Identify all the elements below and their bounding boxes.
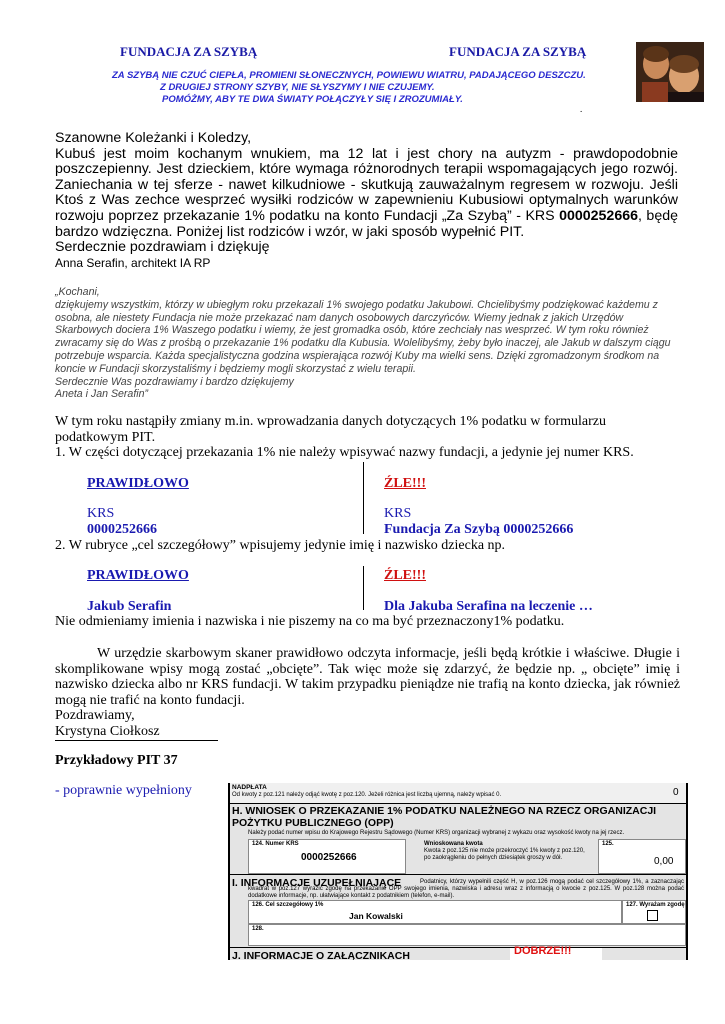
form-section-i-small: Podatnicy, którzy wypełnili część H, w poz.126 mogą podać cel szczegółowy 1%, a zaznaczając kwadrat w poz.127 wyrazić zgodę na przekazanie OPP swojego imienia, nazwiska i adresu wraz z informacją o kwocie z poz.125. W poz.128 można podać dodatkowe informacje, np. ułatwiające kontakt z podatnikiem (telefon, e-mail). <box>248 879 684 899</box>
letter-body-1: Kubuś jest moim kochanym wnukiem, ma 12 lat i jest chory na autyzm - prawdopodobnie poszczepienny. Jest dzieckiem, które wymaga różnorodnych terapii wspomagających jego rozwój. Zaniechania w tej sferze - nawet kilkudniowe - skutkują zauważalnym regresem w rozwoju. Jeśli Ktoś z Was zechce wesprzeć wysiłki rodziców w zapewnieniu Kubusiowi optymalnych warunków rozwoju poprzez przekazanie 1% podatku na konto Fundacji „Za Szybą” - KRS <box>55 145 678 224</box>
form-124-label: 124. Numer KRS <box>252 841 299 847</box>
letter <box>55 131 678 271</box>
quote-body: dziękujemy wszystkim, którzy w ubiegłym roku przekazali 1% swojego podatku Jakubowi. Chcielibyśmy podziękować każdemu z osobna, ale niestety Fundacja nie może przekazać nam danych osobowych darczyńców. Wiemy jednak z jakich Urzędów Skarbowych dociera 1% Waszego podatku i wiemy, że jest gromadka osób, które zechciały nas wesprzeć. W tym roku również zwracamy się do Was z prośbą o przekazanie 1% podatku dla Kubusia. Wolelibyśmy, żeby było inaczej, ale Jakub w dalszym ciągu potrzebuje wsparcia. Każda specjalistyczna godzina wspierająca rozwój Kuby ma wielki sens. Dzięki zgromadzonym środkom na koncie w Fundacji skorzystaliśmy i będziemy mogli skorzystać z wielu terapii. <box>55 298 671 375</box>
form-top-label: NADPŁATA <box>232 784 267 791</box>
form-section-h-title: H. WNIOSEK O PRZEKAZANIE 1% PODATKU NALEŻNEGO NA RZECZ ORGANIZACJI POŻYTKU PUBLICZNEGO (OPP) <box>232 805 657 829</box>
bad1-krs-value: Fundacja Za Szybą 0000252666 <box>384 522 574 537</box>
form-field-126 <box>248 900 622 924</box>
form-amount-small: Kwota z poz.125 nie może przekroczyć 1% kwoty z poz.120, po zaokrągleniu do pełnych dziesiątek groszy w dół. <box>424 848 585 861</box>
instructions-paragraph: W urzędzie skarbowym skaner prawidłowo odczyta informacje, jeśli będą krótkie i właściwe. Długie i skomplikowane wpisy mogą zostać „obcięte”. Tak więc może się zdarzyć, że będzie np. „ obcięte” imię i nazwisko dziecka albo nr KRS fundacji. W takim przypadku pieniądze nie trafią na konto dziecka, jak również mogą nie trafić na konto fundacji. <box>55 646 680 708</box>
letter-body-2: , będę bardzo wdzięczna. Poniżej list rodziców i wzór, w jaki sposób wypełnić PIT. <box>55 207 678 240</box>
bad-label-1: ŹLE!!! <box>384 476 426 491</box>
form-top-value: 0 <box>673 787 679 798</box>
ok2-value: Jakub Serafin <box>87 599 172 614</box>
children-photo <box>636 42 704 102</box>
form-127-checkbox <box>647 910 658 921</box>
quote-salutation: „Kochani, <box>55 286 100 298</box>
form-section-i-title: I. INFORMACJE UZUPEŁNIAJĄCE <box>232 877 402 889</box>
bad2-value: Dla Jakuba Serafina na leczenie … <box>384 599 593 614</box>
letter-greeting: Szanowne Koleżanki i Koledzy, <box>55 130 252 146</box>
example-subtitle: - poprawnie wypełniony <box>55 783 192 798</box>
instructions-point-2: 2. W rubryce „cel szczegółowy” wpisujemy jedynie imię i nazwisko dziecka np. <box>55 538 506 553</box>
form-section-j-title: J. INFORMACJE O ZAŁĄCZNIKACH <box>232 950 410 960</box>
form-125-value: 0,00 <box>654 856 674 867</box>
comparison-divider-2 <box>363 566 364 610</box>
form-field-128 <box>248 924 686 946</box>
form-field-124 <box>248 839 406 874</box>
form-field-125 <box>598 839 686 874</box>
form-124-value: 0000252666 <box>301 852 357 863</box>
form-field-127 <box>622 900 686 924</box>
pit-form-excerpt <box>228 783 688 960</box>
form-126-value: Jan Kowalski <box>349 911 403 921</box>
form-section-h <box>228 804 688 875</box>
form-section-h-small: Należy podać numer wpisu do Krajowego Rejestru Sądowego (Numer KRS) organizacji wybranej z wykazu oraz wysokość kwoty na jej rzecz. <box>248 830 625 836</box>
quote-closing: Serdecznie Was pozdrawiamy i bardzo dziękujemy <box>55 375 294 388</box>
instructions-regards: Pozdrawiamy, <box>55 708 135 723</box>
instructions-point-1: 1. W części dotyczącej przekazania 1% nie należy wpisywać nazwy fundacji, a jedynie jej numer KRS. <box>55 445 634 460</box>
example-title: Przykładowy PIT 37 <box>55 753 178 768</box>
form-section-i <box>228 875 688 948</box>
form-top-row <box>228 783 688 804</box>
form-section-j <box>228 945 688 960</box>
header-tagline-1: ZA SZYBĄ NIE CZUĆ CIEPŁA, PROMIENI SŁONECZNYCH, POWIEWU WIATRU, PADAJĄCEGO DESZCZU. <box>112 70 586 81</box>
form-amount-label: Wnioskowana kwota <box>424 841 483 847</box>
header-title-right: FUNDACJA ZA SZYBĄ <box>449 44 587 59</box>
form-left-border <box>228 783 230 960</box>
bad1-krs-label: KRS <box>384 506 412 521</box>
parents-letter <box>55 286 680 401</box>
instructions-author: Krystyna Ciołkosz <box>55 724 160 739</box>
form-right-border <box>686 783 688 960</box>
form-126-label: 126. Cel szczegółowy 1% <box>252 902 324 908</box>
header-tagline-3: POMÓŻMY, ABY TE DWA ŚWIATY POŁĄCZYŁY SIĘ I ZROZUMIAŁY. <box>162 94 463 105</box>
header-title-left: FUNDACJA ZA SZYBĄ <box>120 44 258 59</box>
letter-closing: Serdecznie pozdrawiam i dziękuję <box>55 239 270 256</box>
header-tagline-2: Z DRUGIEJ STRONY SZYBY, NIE SŁYSZYMY I NIE CZUJEMY. <box>160 82 435 93</box>
form-127-label: 127. Wyrażam zgodę <box>626 902 685 908</box>
header-dot: . <box>580 104 583 114</box>
instructions-note: Nie odmieniamy imienia i nazwiska i nie piszemy na co ma być przeznaczony1% podatku. <box>55 614 565 629</box>
ok-label-2: PRAWIDŁOWO <box>87 568 189 583</box>
letter-body <box>55 147 678 241</box>
bad-label-2: ŹLE!!! <box>384 568 426 583</box>
instructions-intro: W tym roku nastąpiły zmiany m.in. wprowadzania danych dotyczących 1% podatku w formularzu podatkowym PIT. <box>55 414 607 445</box>
comparison-divider-1 <box>363 462 364 534</box>
ok1-krs-label: KRS <box>87 506 115 521</box>
letter-signature: Anna Serafin, architekt IA RP <box>55 255 211 270</box>
ok-label-1: PRAWIDŁOWO <box>87 476 189 491</box>
form-top-small: Od kwoty z poz.121 należy odjąć kwotę z poz.120. Jeżeli różnica jest liczbą ujemną, należy wpisać 0. <box>232 792 502 798</box>
ok1-krs-value: 0000252666 <box>87 522 157 537</box>
letter-krs: 0000252666 <box>559 207 638 224</box>
form-128-label: 128. <box>252 926 264 932</box>
signature-line <box>55 740 218 741</box>
quote-signature: Aneta i Jan Serafin” <box>55 388 149 401</box>
form-stamp: DOBRZE!!! <box>514 945 572 957</box>
form-125-label: 125. <box>602 841 614 847</box>
form-amount-desc <box>406 839 596 872</box>
